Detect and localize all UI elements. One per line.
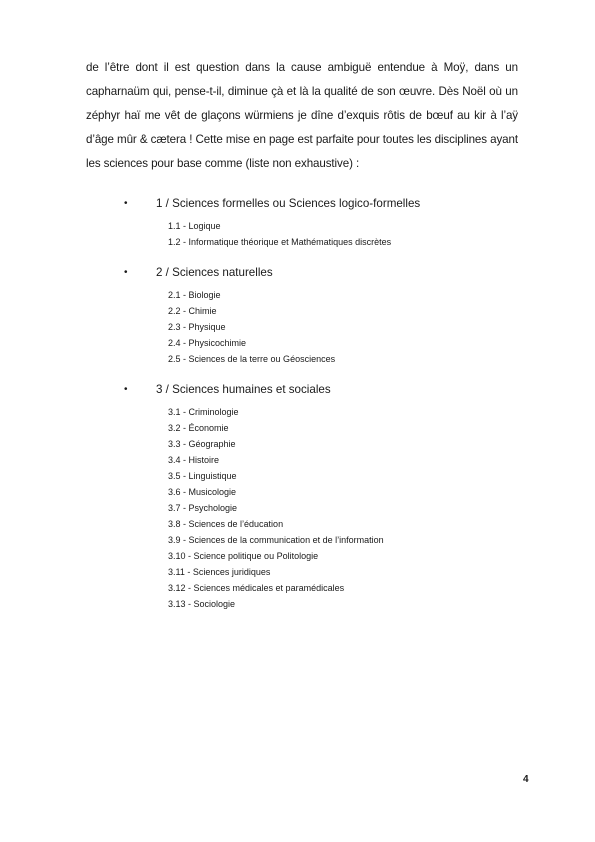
science-disciplines-list xyxy=(0,195,595,626)
section-title: 3 / Sciences humaines et sociales xyxy=(156,383,331,396)
list-item: 3.12 - Sciences médicales et paramédicales xyxy=(168,583,345,593)
list-item: 3.10 - Science politique ou Politologie xyxy=(168,551,319,561)
section-title: 1 / Sciences formelles ou Sciences logico-formelles xyxy=(156,197,421,210)
list-item: 3.8 - Sciences de l’éducation xyxy=(168,519,284,529)
list-item: 3.4 - Histoire xyxy=(168,455,220,465)
list-item: 1.2 - Informatique théorique et Mathématiques discrètes xyxy=(168,237,392,247)
bullet-icon: • xyxy=(124,267,128,278)
list-item: 1.1 - Logique xyxy=(168,221,221,231)
list-section-natural-sciences xyxy=(0,264,595,367)
section-title: 2 / Sciences naturelles xyxy=(156,266,273,279)
list-item: 3.1 - Criminologie xyxy=(168,407,239,417)
list-item: 3.2 - Économie xyxy=(168,423,229,433)
list-section-formal-sciences xyxy=(0,195,595,250)
list-item: 3.5 - Linguistique xyxy=(168,471,237,481)
list-item: 2.4 - Physicochimie xyxy=(168,338,247,348)
list-item: 3.13 - Sociologie xyxy=(168,599,236,609)
list-item: 2.3 - Physique xyxy=(168,322,226,332)
list-section-human-social-sciences xyxy=(0,381,595,612)
list-item: 2.2 - Chimie xyxy=(168,306,217,316)
bullet-icon: • xyxy=(124,198,128,209)
list-item: 3.11 - Sciences juridiques xyxy=(168,567,271,577)
list-item: 2.5 - Sciences de la terre ou Géosciences xyxy=(168,354,336,364)
page-number: 4 xyxy=(523,774,529,785)
list-item: 3.6 - Musicologie xyxy=(168,487,237,497)
list-item: 2.1 - Biologie xyxy=(168,290,221,300)
bullet-icon: • xyxy=(124,384,128,395)
list-item: 3.7 - Psychologie xyxy=(168,503,238,513)
list-item: 3.3 - Géographie xyxy=(168,439,236,449)
body-paragraph: de l’être dont il est question dans la cause ambiguë entendue à Moÿ, dans un capharnaüm qui, pense-t-il, diminue çà et là la qualité de son œuvre. Dès Noël où un zéphyr haï me vêt de glaçons würmiens je dîne d’exquis rôtis de bœuf au kir à l’aÿ d’âge mûr & cætera ! Cette mise en page est parfaite pour toutes les disciplines ayant les sciences pour base comme (liste non exhaustive) : xyxy=(86,61,518,170)
list-item: 3.9 - Sciences de la communication et de l’information xyxy=(168,535,384,545)
